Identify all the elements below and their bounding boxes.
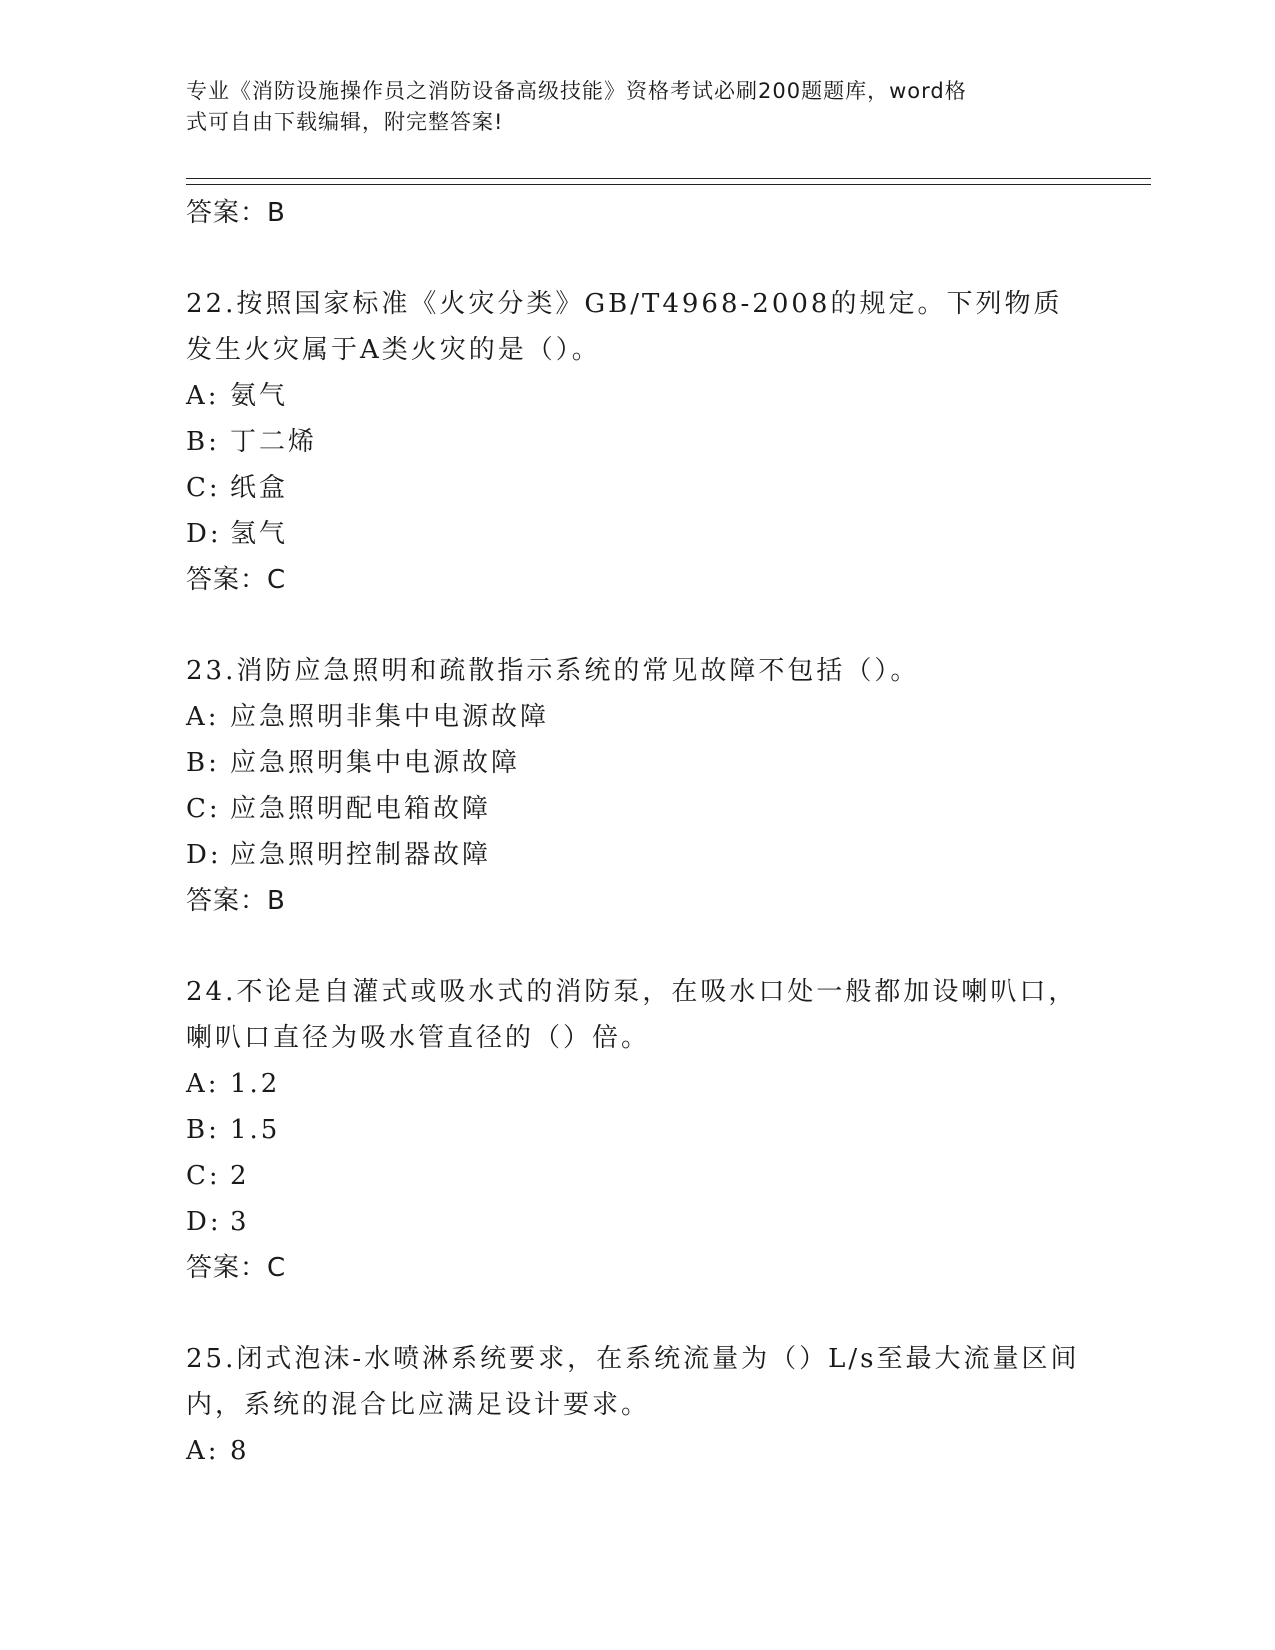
answer-line: 答案：B (186, 886, 286, 916)
document-header (186, 76, 1066, 138)
header-divider-top (186, 178, 1151, 179)
header-divider-bottom (186, 184, 1151, 185)
answer-line: 答案：C (186, 1253, 287, 1283)
option-b: B: 丁二烯 (186, 427, 318, 457)
option-b: B: 1.5 (186, 1115, 281, 1145)
header-line-2: 式可自由下载编辑，附完整答案! (186, 110, 504, 134)
option-a: A: 8 (186, 1436, 250, 1466)
question-24 (186, 969, 1086, 1291)
answer-line: 答案：C (186, 565, 287, 595)
option-d: D: 应急照明控制器故障 (186, 840, 492, 870)
question-text: 24.不论是自灌式或吸水式的消防泵，在吸水口处一般都加设喇叭口，喇叭口直径为吸水管直径的（）倍。 (186, 977, 1078, 1053)
question-text: 23.消防应急照明和疏散指示系统的常见故障不包括（）。 (186, 656, 920, 686)
question-text: 25.闭式泡沫-水喷淋系统要求，在系统流量为（）L/s至最大流量区间内，系统的混合比应满足设计要求。 (186, 1344, 1080, 1420)
option-c: C: 2 (186, 1161, 250, 1191)
question-23 (186, 648, 1086, 924)
header-line-1: 专业《消防设施操作员之消防设备高级技能》资格考试必刷200题题库，word格 (186, 79, 967, 103)
question-text: 22.按照国家标准《火灾分类》GB/T4968-2008的规定。下列物质发生火灾属于A类火灾的是（）。 (186, 289, 1063, 365)
question-content (186, 190, 1086, 1474)
option-c: C: 纸盒 (186, 473, 289, 503)
option-a: A: 应急照明非集中电源故障 (186, 702, 550, 732)
option-b: B: 应急照明集中电源故障 (186, 748, 521, 778)
previous-answer: 答案：B (186, 198, 286, 228)
option-a: A: 氨气 (186, 381, 289, 411)
option-d: D: 氢气 (186, 519, 289, 549)
question-25 (186, 1336, 1086, 1474)
option-c: C: 应急照明配电箱故障 (186, 794, 492, 824)
option-a: A: 1.2 (186, 1069, 281, 1099)
option-d: D: 3 (186, 1207, 250, 1237)
question-22 (186, 281, 1086, 603)
